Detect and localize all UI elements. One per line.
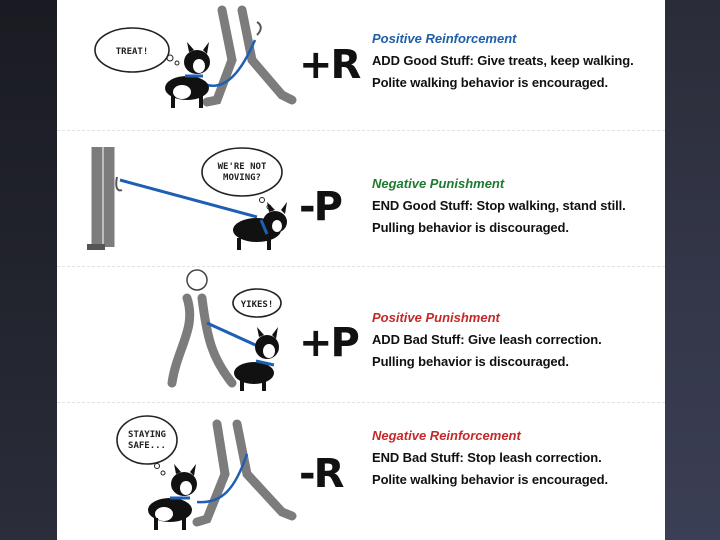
person-leg [197, 424, 225, 522]
bubble-text: MOVING? [223, 173, 261, 183]
bubble-text: SAFE... [128, 441, 166, 451]
description-block [372, 176, 665, 235]
speech-bubble [202, 148, 282, 196]
quadrant-title: Positive Reinforcement [372, 31, 517, 46]
person-leg [172, 298, 190, 383]
symbol-label: +R [299, 42, 360, 88]
bubble-text: YIKES! [240, 300, 274, 310]
description-block [372, 31, 665, 90]
quadrant-positive-reinforcement [57, 0, 665, 134]
bubble-text: STAYING [128, 430, 166, 440]
description-block [372, 310, 665, 369]
dog [165, 42, 210, 108]
person-head [187, 270, 207, 290]
description-line-2: Polite walking behavior is encouraged. [372, 472, 609, 487]
symbol-label: -R [299, 451, 343, 497]
dog [233, 202, 287, 250]
description-line-1: ADD Good Stuff: Give treats, keep walking. [372, 53, 634, 68]
slide-background-left [0, 0, 57, 540]
row-divider [57, 266, 665, 267]
operant-conditioning-diagram [57, 0, 665, 540]
quadrant-negative-reinforcement [57, 404, 665, 538]
quadrant-negative-punishment [57, 132, 665, 266]
description-block [372, 428, 665, 487]
row-divider [57, 130, 665, 131]
quadrant-title: Positive Punishment [372, 310, 500, 325]
bubble-text: TREAT! [115, 47, 149, 57]
quadrant-title: Negative Punishment [372, 176, 505, 191]
person-leg [207, 10, 232, 102]
description-line-1: ADD Bad Stuff: Give leash correction. [372, 332, 602, 347]
symbol-label: -P [299, 184, 341, 230]
speech-bubble [117, 416, 177, 464]
person-leg [202, 298, 232, 383]
description-line-2: Polite walking behavior is encouraged. [372, 75, 609, 90]
description-line-2: Pulling behavior is discouraged. [372, 354, 569, 369]
quadrant-title: Negative Reinforcement [372, 428, 521, 443]
dog [148, 464, 197, 530]
description-line-2: Pulling behavior is discouraged. [372, 220, 569, 235]
quadrant-positive-punishment [57, 268, 665, 402]
description-line-1: END Bad Stuff: Stop leash correction. [372, 450, 602, 465]
person-leg [242, 10, 292, 100]
dog [234, 327, 279, 391]
person-leg [237, 424, 292, 516]
bubble-text: WE'RE NOT [217, 162, 267, 172]
row-divider [57, 402, 665, 403]
symbol-label: +P [299, 320, 358, 366]
slide-background-right [665, 0, 720, 540]
description-line-1: END Good Stuff: Stop walking, stand still. [372, 198, 626, 213]
